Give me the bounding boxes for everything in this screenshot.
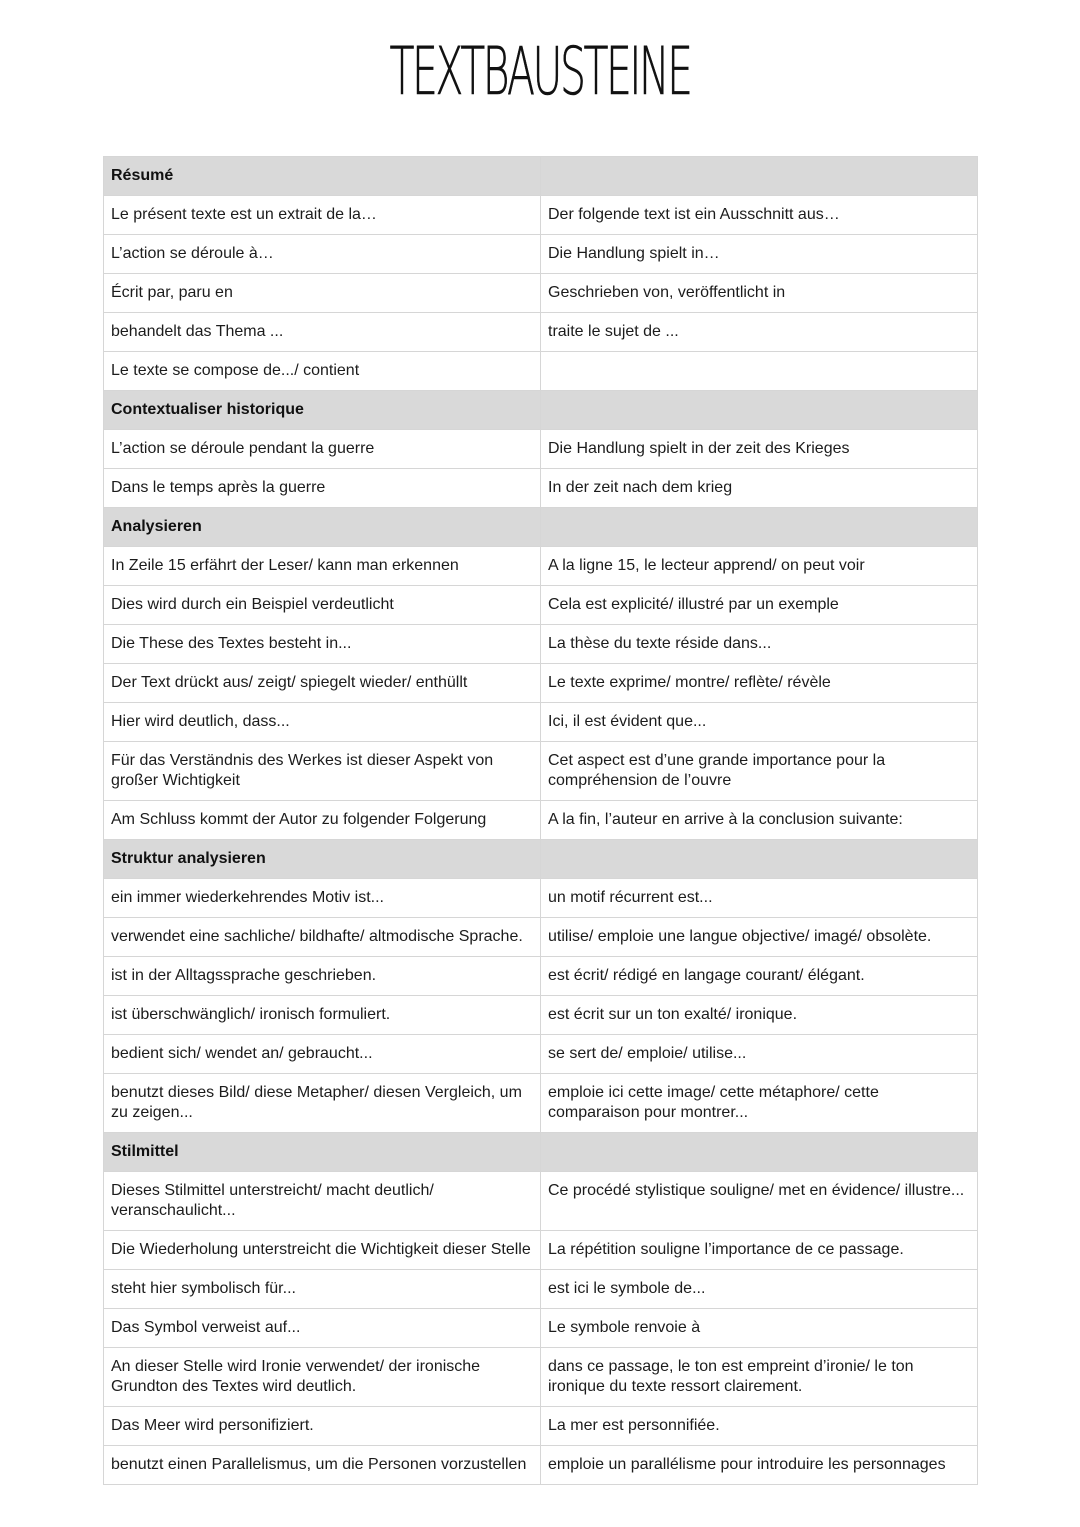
section-heading-blank <box>541 840 978 879</box>
phrase-cell-left: steht hier symbolisch für... <box>104 1270 541 1309</box>
phrase-cell-right: A la fin, l’auteur en arrive à la conclusion suivante: <box>541 801 978 840</box>
phrase-cell-right: Ici, il est évident que... <box>541 703 978 742</box>
section-header-row <box>104 1133 978 1172</box>
phrase-cell-right: Der folgende text ist ein Ausschnitt aus… <box>541 196 978 235</box>
phrase-cell-left: Hier wird deutlich, dass... <box>104 703 541 742</box>
table-row <box>104 742 978 801</box>
table-row <box>104 1446 978 1485</box>
table-row <box>104 996 978 1035</box>
section-heading-blank <box>541 508 978 547</box>
table-row <box>104 1309 978 1348</box>
table-row <box>104 469 978 508</box>
phrase-cell-right: est écrit/ rédigé en langage courant/ élégant. <box>541 957 978 996</box>
table-row <box>104 1270 978 1309</box>
phrase-cell-left: verwendet eine sachliche/ bildhafte/ altmodische Sprache. <box>104 918 541 957</box>
section-heading: Stilmittel <box>104 1133 541 1172</box>
phrase-cell-left: Le texte se compose de.../ contient <box>104 352 541 391</box>
section-header-row <box>104 391 978 430</box>
phrase-cell-left: Dans le temps après la guerre <box>104 469 541 508</box>
phrase-cell-right: utilise/ emploie une langue objective/ imagé/ obsolète. <box>541 918 978 957</box>
phrase-cell-right: La répétition souligne l’importance de ce passage. <box>541 1231 978 1270</box>
phrase-cell-right: traite le sujet de ... <box>541 313 978 352</box>
table-row <box>104 801 978 840</box>
table-row <box>104 586 978 625</box>
phrase-cell-right: est écrit sur un ton exalté/ ironique. <box>541 996 978 1035</box>
phrase-cell-left: L’action se déroule pendant la guerre <box>104 430 541 469</box>
phrase-cell-right: Geschrieben von, veröffentlicht in <box>541 274 978 313</box>
phrase-cell-left: benutzt dieses Bild/ diese Metapher/ diesen Vergleich, um zu zeigen... <box>104 1074 541 1133</box>
phrase-cell-left: L’action se déroule à… <box>104 235 541 274</box>
phrase-cell-right: emploie ici cette image/ cette métaphore/ cette comparaison pour montrer... <box>541 1074 978 1133</box>
phrase-cell-right: un motif récurrent est... <box>541 879 978 918</box>
phrase-cell-right: Cet aspect est d’une grande importance pour la compréhension de l’ouvre <box>541 742 978 801</box>
phrase-cell-right: Ce procédé stylistique souligne/ met en évidence/ illustre... <box>541 1172 978 1231</box>
phrase-cell-left: Für das Verständnis des Werkes ist dieser Aspekt von großer Wichtigkeit <box>104 742 541 801</box>
phrase-cell-right: Die Handlung spielt in… <box>541 235 978 274</box>
phrase-table <box>103 156 978 1485</box>
phrase-cell-right: se sert de/ emploie/ utilise... <box>541 1035 978 1074</box>
phrase-cell-left: ist überschwänglich/ ironisch formuliert. <box>104 996 541 1035</box>
table-row <box>104 703 978 742</box>
phrase-cell-left: In Zeile 15 erfährt der Leser/ kann man erkennen <box>104 547 541 586</box>
table-row <box>104 1035 978 1074</box>
phrase-cell-left: Am Schluss kommt der Autor zu folgender Folgerung <box>104 801 541 840</box>
table-row <box>104 313 978 352</box>
phrase-cell-left: Le présent texte est un extrait de la… <box>104 196 541 235</box>
section-heading: Analysieren <box>104 508 541 547</box>
section-heading: Struktur analysieren <box>104 840 541 879</box>
table-row <box>104 235 978 274</box>
phrase-cell-right: La mer est personnifiée. <box>541 1407 978 1446</box>
phrase-cell-right: La thèse du texte réside dans... <box>541 625 978 664</box>
phrase-cell-left: behandelt das Thema ... <box>104 313 541 352</box>
phrase-cell-left: ein immer wiederkehrendes Motiv ist... <box>104 879 541 918</box>
section-header-row <box>104 508 978 547</box>
phrase-cell-right: dans ce passage, le ton est empreint d’ironie/ le ton ironique du texte ressort clairement. <box>541 1348 978 1407</box>
table-row <box>104 1231 978 1270</box>
phrase-cell-right <box>541 352 978 391</box>
section-heading-blank <box>541 157 978 196</box>
phrase-cell-right: emploie un parallélisme pour introduire les personnages <box>541 1446 978 1485</box>
phrase-cell-right: Die Handlung spielt in der zeit des Krieges <box>541 430 978 469</box>
section-heading-blank <box>541 391 978 430</box>
phrase-cell-left: Dieses Stilmittel unterstreicht/ macht deutlich/ veranschaulicht... <box>104 1172 541 1231</box>
section-heading: Résumé <box>104 157 541 196</box>
phrase-cell-right: In der zeit nach dem krieg <box>541 469 978 508</box>
phrase-cell-right: Cela est explicité/ illustré par un exemple <box>541 586 978 625</box>
phrase-cell-right: Le symbole renvoie à <box>541 1309 978 1348</box>
table-row <box>104 547 978 586</box>
table-row <box>104 196 978 235</box>
phrase-cell-left: Das Meer wird personifiziert. <box>104 1407 541 1446</box>
section-heading-blank <box>541 1133 978 1172</box>
table-row <box>104 1348 978 1407</box>
table-row <box>104 430 978 469</box>
phrase-cell-left: Dies wird durch ein Beispiel verdeutlicht <box>104 586 541 625</box>
phrase-cell-left: benutzt einen Parallelismus, um die Personen vorzustellen <box>104 1446 541 1485</box>
phrase-cell-left: Das Symbol verweist auf... <box>104 1309 541 1348</box>
section-header-row <box>104 157 978 196</box>
phrase-cell-left: Écrit par, paru en <box>104 274 541 313</box>
table-row <box>104 664 978 703</box>
section-heading: Contextualiser historique <box>104 391 541 430</box>
table-row <box>104 918 978 957</box>
phrase-cell-left: bedient sich/ wendet an/ gebraucht... <box>104 1035 541 1074</box>
phrase-cell-left: ist in der Alltagssprache geschrieben. <box>104 957 541 996</box>
table-row <box>104 274 978 313</box>
table-row <box>104 625 978 664</box>
table-row <box>104 1172 978 1231</box>
table-row <box>104 879 978 918</box>
table-row <box>104 957 978 996</box>
table-row <box>104 1407 978 1446</box>
page-title: TEXTBAUSTEINE <box>389 33 691 110</box>
phrase-cell-right: A la ligne 15, le lecteur apprend/ on peut voir <box>541 547 978 586</box>
table-row <box>104 1074 978 1133</box>
table-row <box>104 352 978 391</box>
phrase-table-body <box>104 157 978 1485</box>
phrase-cell-left: Die These des Textes besteht in... <box>104 625 541 664</box>
phrase-cell-left: Die Wiederholung unterstreicht die Wichtigkeit dieser Stelle <box>104 1231 541 1270</box>
phrase-cell-left: An dieser Stelle wird Ironie verwendet/ der ironische Grundton des Textes wird deutlich. <box>104 1348 541 1407</box>
phrase-cell-right: Le texte exprime/ montre/ reflète/ révèle <box>541 664 978 703</box>
phrase-cell-left: Der Text drückt aus/ zeigt/ spiegelt wieder/ enthüllt <box>104 664 541 703</box>
section-header-row <box>104 840 978 879</box>
phrase-cell-right: est ici le symbole de... <box>541 1270 978 1309</box>
